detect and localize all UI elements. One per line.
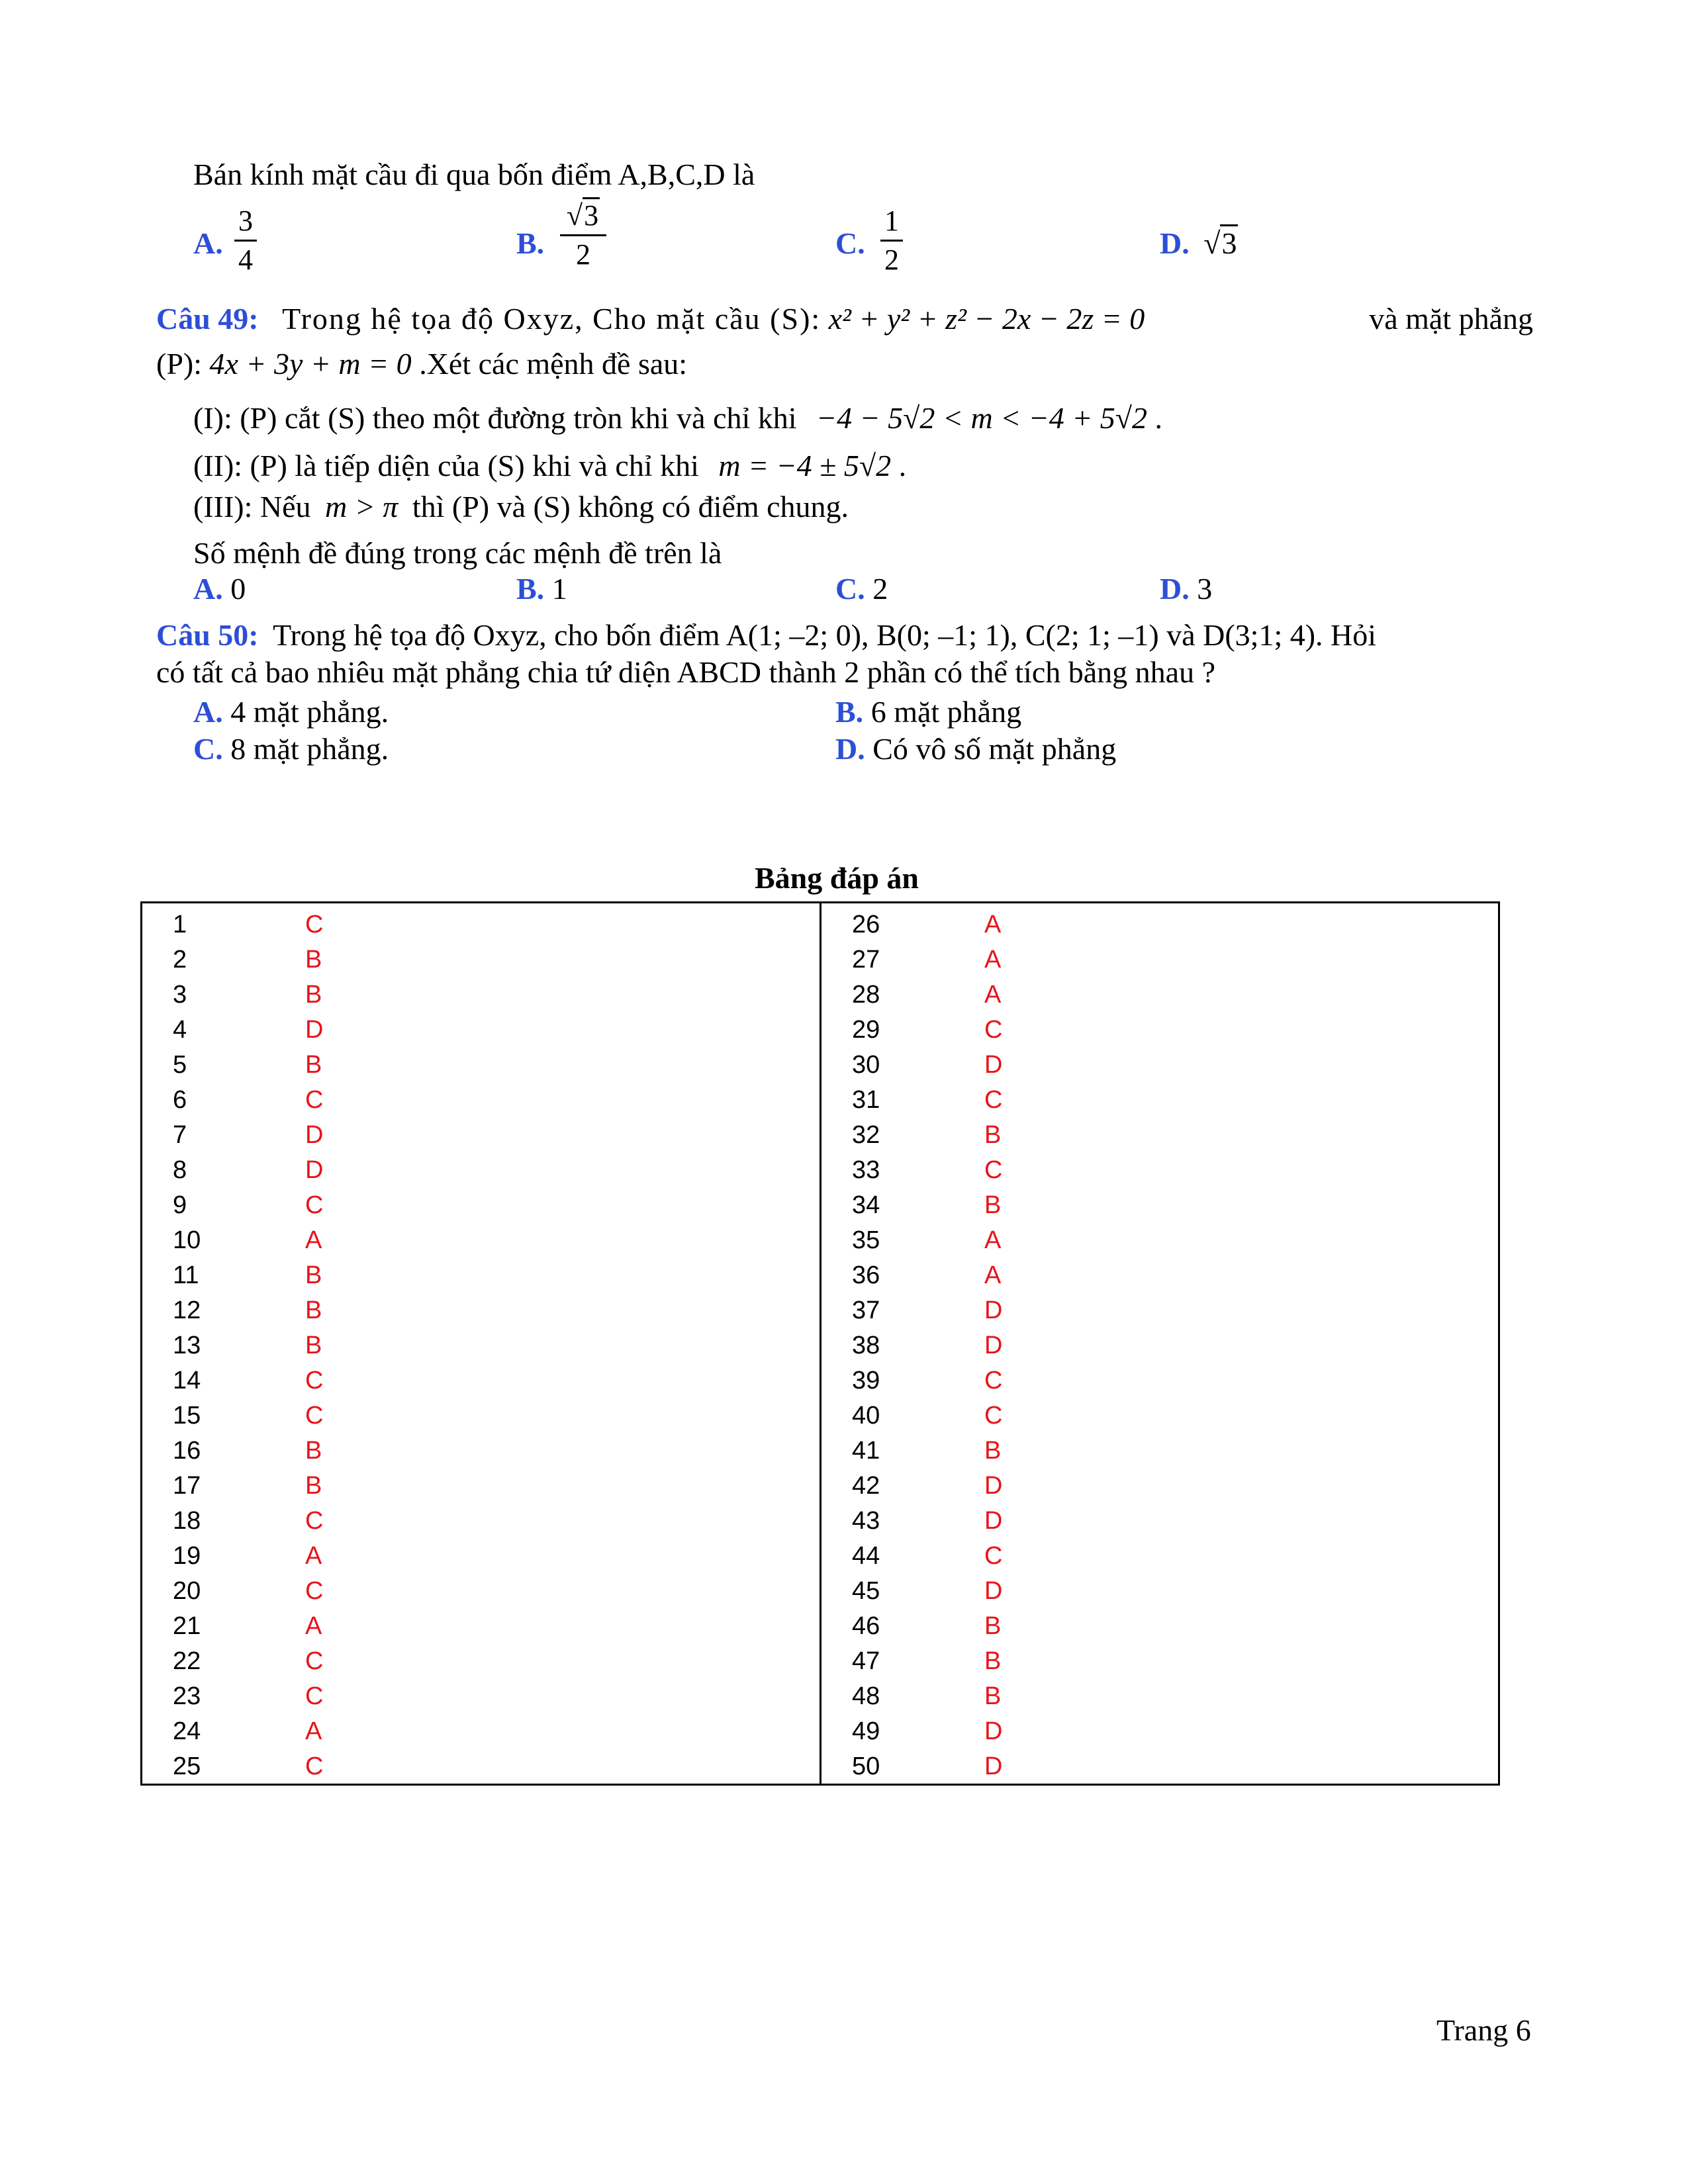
answer-letter: B bbox=[305, 1051, 322, 1079]
answer-row bbox=[852, 1539, 1487, 1574]
answer-row bbox=[852, 1048, 1487, 1083]
answer-table-divider bbox=[820, 903, 821, 1784]
q49-option-b: B. 1 bbox=[516, 572, 567, 606]
question-number: 38 bbox=[852, 1332, 880, 1359]
answer-letter: A bbox=[305, 1542, 322, 1570]
q50-option-b: B. 6 mặt phẳng bbox=[835, 695, 1022, 729]
answer-row bbox=[852, 1013, 1487, 1048]
answer-letter: D bbox=[984, 1051, 1003, 1079]
answer-letter: B bbox=[984, 1121, 1002, 1149]
answer-row bbox=[173, 1083, 808, 1118]
answer-row bbox=[852, 1504, 1487, 1539]
answer-letter: B bbox=[984, 1437, 1002, 1465]
question-number: 29 bbox=[852, 1016, 880, 1044]
answer-row bbox=[852, 1679, 1487, 1714]
q48-option-c-label: C. bbox=[835, 226, 865, 260]
question-number: 12 bbox=[173, 1297, 201, 1324]
answer-row bbox=[852, 1328, 1487, 1363]
answer-row bbox=[852, 1574, 1487, 1609]
answer-letter: C bbox=[305, 1577, 324, 1605]
question-number: 33 bbox=[852, 1156, 880, 1184]
answer-letter: B bbox=[305, 1472, 322, 1500]
answer-letter: D bbox=[984, 1717, 1003, 1745]
question-number: 28 bbox=[852, 981, 880, 1009]
answer-letter: A bbox=[984, 981, 1002, 1009]
answer-letter: C bbox=[984, 1086, 1003, 1114]
question-number: 34 bbox=[852, 1191, 880, 1219]
question-number: 42 bbox=[852, 1472, 880, 1500]
q49-option-d: D. 3 bbox=[1160, 572, 1213, 606]
q49-label: Câu 49: bbox=[156, 302, 259, 336]
question-number: 23 bbox=[173, 1682, 201, 1710]
answer-row bbox=[173, 1469, 808, 1504]
answer-letter: D bbox=[984, 1472, 1003, 1500]
answer-row bbox=[852, 1398, 1487, 1433]
question-number: 11 bbox=[173, 1261, 199, 1289]
question-number: 41 bbox=[852, 1437, 880, 1465]
answer-row bbox=[852, 1258, 1487, 1293]
answer-row bbox=[173, 1433, 808, 1469]
answer-row bbox=[852, 978, 1487, 1013]
answer-row bbox=[173, 1504, 808, 1539]
answer-letter: C bbox=[305, 1682, 324, 1710]
question-number: 7 bbox=[173, 1121, 187, 1149]
answer-row bbox=[173, 1749, 808, 1784]
q48-option-d: D. √3 bbox=[1160, 225, 1238, 262]
question-number: 15 bbox=[173, 1402, 201, 1430]
answer-row bbox=[173, 1258, 808, 1293]
answer-letter: D bbox=[305, 1156, 324, 1184]
question-number: 17 bbox=[173, 1472, 201, 1500]
answer-letter: B bbox=[305, 1332, 322, 1359]
question-number: 48 bbox=[852, 1682, 880, 1710]
question-number: 21 bbox=[173, 1612, 201, 1640]
answer-letter: D bbox=[305, 1121, 324, 1149]
answer-letter: C bbox=[984, 1016, 1003, 1044]
q49-statement-3: (III): Nếu m > π thì (P) và (S) không có điểm chung. bbox=[193, 490, 849, 523]
answer-row bbox=[173, 1153, 808, 1188]
question-number: 10 bbox=[173, 1226, 201, 1254]
answer-letter: A bbox=[984, 911, 1002, 938]
q50-option-c: C. 8 mặt phẳng. bbox=[193, 732, 389, 766]
question-number: 40 bbox=[852, 1402, 880, 1430]
answer-row bbox=[852, 1118, 1487, 1153]
answer-row bbox=[173, 1574, 808, 1609]
answer-row bbox=[173, 1714, 808, 1749]
answer-letter: B bbox=[984, 1682, 1002, 1710]
q48-stem: Bán kính mặt cầu đi qua bốn điểm A,B,C,D là bbox=[193, 158, 755, 191]
q48-option-b-fraction: √3 2 bbox=[560, 199, 606, 272]
answer-row bbox=[173, 1048, 808, 1083]
question-number: 20 bbox=[173, 1577, 201, 1605]
answer-row bbox=[852, 1749, 1487, 1784]
q49-statement-1: (I): (P) cắt (S) theo một đường tròn khi và chỉ khi −4 − 5√2 < m < −4 + 5√2 . bbox=[193, 401, 1163, 435]
q50-label: Câu 50: bbox=[156, 618, 259, 652]
q49-plane-equation: 4x + 3y + m = 0 bbox=[209, 347, 412, 381]
answer-letter: B bbox=[305, 946, 322, 974]
q49-sphere-equation: x² + y² + z² − 2x − 2z = 0 bbox=[828, 302, 1145, 336]
question-number: 22 bbox=[173, 1647, 201, 1675]
answer-letter: B bbox=[305, 1297, 322, 1324]
answer-letter: C bbox=[305, 1507, 324, 1535]
question-number: 37 bbox=[852, 1297, 880, 1324]
answer-letter: A bbox=[305, 1226, 322, 1254]
question-number: 14 bbox=[173, 1367, 201, 1394]
q49-line2: (P): 4x + 3y + m = 0 .Xét các mệnh đề sau: bbox=[156, 347, 688, 381]
question-number: 35 bbox=[852, 1226, 880, 1254]
answer-row bbox=[852, 1469, 1487, 1504]
question-number: 18 bbox=[173, 1507, 201, 1535]
answer-row bbox=[852, 1609, 1487, 1644]
answer-table bbox=[140, 901, 1500, 1786]
question-number: 49 bbox=[852, 1717, 880, 1745]
q50-line1: Câu 50: Trong hệ tọa độ Oxyz, cho bốn điểm A(1; –2; 0), B(0; –1; 1), C(2; 1; –1) và D(3;1; 4). Hỏi bbox=[156, 618, 1377, 652]
answer-letter: C bbox=[305, 1402, 324, 1430]
question-number: 9 bbox=[173, 1191, 187, 1219]
answer-letter: C bbox=[984, 1367, 1003, 1394]
q50-option-a: A. 4 mặt phẳng. bbox=[193, 695, 389, 729]
question-number: 45 bbox=[852, 1577, 880, 1605]
answer-letter: B bbox=[984, 1191, 1002, 1219]
answer-letter: D bbox=[984, 1577, 1003, 1605]
answer-row bbox=[852, 1644, 1487, 1679]
answer-row bbox=[852, 1153, 1487, 1188]
q48-option-b-label: B. bbox=[516, 226, 545, 260]
q48-option-a-label: A. bbox=[193, 226, 223, 260]
question-number: 26 bbox=[852, 911, 880, 938]
q50-line2: có tất cả bao nhiêu mặt phẳng chia tứ diện ABCD thành 2 phần có thể tích bằng nhau ? bbox=[156, 655, 1215, 689]
answer-row bbox=[173, 1609, 808, 1644]
question-number: 5 bbox=[173, 1051, 187, 1079]
answer-letter: C bbox=[984, 1542, 1003, 1570]
answer-letter: C bbox=[305, 1367, 324, 1394]
question-number: 30 bbox=[852, 1051, 880, 1079]
question-number: 47 bbox=[852, 1647, 880, 1675]
answer-row bbox=[852, 942, 1487, 978]
question-number: 50 bbox=[852, 1752, 880, 1780]
answer-letter: A bbox=[305, 1717, 322, 1745]
q49-line1: Câu 49: Trong hệ tọa độ Oxyz, Cho mặt cầu (S): x² + y² + z² − 2x − 2z = 0 và mặt phẳng bbox=[156, 302, 1533, 336]
answer-row bbox=[852, 1363, 1487, 1398]
answer-row bbox=[852, 1433, 1487, 1469]
answer-letter: D bbox=[984, 1752, 1003, 1780]
answer-row bbox=[173, 1363, 808, 1398]
q49-option-a: A. 0 bbox=[193, 572, 246, 606]
answer-letter: B bbox=[305, 1261, 322, 1289]
answer-row bbox=[173, 1328, 808, 1363]
question-number: 39 bbox=[852, 1367, 880, 1394]
answer-row bbox=[852, 1223, 1487, 1258]
answer-row bbox=[173, 1644, 808, 1679]
question-number: 46 bbox=[852, 1612, 880, 1640]
answer-letter: A bbox=[984, 946, 1002, 974]
answer-letter: C bbox=[305, 911, 324, 938]
q49-option-c: C. 2 bbox=[835, 572, 888, 606]
answer-row bbox=[852, 1714, 1487, 1749]
answer-letter: C bbox=[305, 1086, 324, 1114]
answer-row bbox=[173, 1118, 808, 1153]
answer-row bbox=[852, 1083, 1487, 1118]
page-number: Trang 6 bbox=[1436, 2013, 1531, 2047]
answer-row bbox=[173, 1188, 808, 1223]
answer-letter: B bbox=[305, 1437, 322, 1465]
q50-option-d: D. Có vô số mặt phẳng bbox=[835, 732, 1117, 766]
answer-letter: A bbox=[305, 1612, 322, 1640]
answer-letter: A bbox=[984, 1261, 1002, 1289]
answer-row bbox=[173, 1293, 808, 1328]
answer-row bbox=[173, 942, 808, 978]
answer-letter: C bbox=[305, 1191, 324, 1219]
answer-letter: C bbox=[984, 1156, 1003, 1184]
answer-letter: B bbox=[305, 981, 322, 1009]
answer-letter: B bbox=[984, 1612, 1002, 1640]
answer-row bbox=[173, 1013, 808, 1048]
question-number: 6 bbox=[173, 1086, 187, 1114]
answer-row bbox=[852, 1188, 1487, 1223]
answer-letter: D bbox=[984, 1332, 1003, 1359]
question-number: 1 bbox=[173, 911, 187, 938]
answer-letter: D bbox=[305, 1016, 324, 1044]
question-number: 43 bbox=[852, 1507, 880, 1535]
answer-letter: C bbox=[305, 1647, 324, 1675]
question-number: 8 bbox=[173, 1156, 187, 1184]
answer-letter: A bbox=[984, 1226, 1002, 1254]
q48-option-a-fraction: 3 4 bbox=[234, 204, 257, 277]
answer-row bbox=[852, 907, 1487, 942]
question-number: 31 bbox=[852, 1086, 880, 1114]
question-number: 4 bbox=[173, 1016, 187, 1044]
question-number: 16 bbox=[173, 1437, 201, 1465]
answer-row bbox=[852, 1293, 1487, 1328]
question-number: 36 bbox=[852, 1261, 880, 1289]
q48-option-c-fraction: 1 2 bbox=[880, 204, 903, 277]
question-number: 24 bbox=[173, 1717, 201, 1745]
answer-table-title: Bảng đáp án bbox=[755, 861, 919, 895]
answer-row bbox=[173, 1398, 808, 1433]
answer-column-left bbox=[173, 907, 808, 1784]
question-number: 32 bbox=[852, 1121, 880, 1149]
question-number: 13 bbox=[173, 1332, 201, 1359]
question-number: 19 bbox=[173, 1542, 201, 1570]
answer-letter: C bbox=[984, 1402, 1003, 1430]
answer-letter: B bbox=[984, 1647, 1002, 1675]
question-number: 25 bbox=[173, 1752, 201, 1780]
question-number: 27 bbox=[852, 946, 880, 974]
question-number: 44 bbox=[852, 1542, 880, 1570]
q49-question: Số mệnh đề đúng trong các mệnh đề trên là bbox=[193, 536, 722, 570]
answer-row bbox=[173, 1223, 808, 1258]
answer-letter: C bbox=[305, 1752, 324, 1780]
answer-row bbox=[173, 1679, 808, 1714]
answer-letter: D bbox=[984, 1297, 1003, 1324]
answer-row bbox=[173, 978, 808, 1013]
answer-column-right bbox=[852, 907, 1487, 1784]
answer-row bbox=[173, 1539, 808, 1574]
q49-statement-2: (II): (P) là tiếp diện của (S) khi và chỉ khi m = −4 ± 5√2 . bbox=[193, 449, 907, 482]
question-number: 3 bbox=[173, 981, 187, 1009]
answer-row bbox=[173, 907, 808, 942]
answer-letter: D bbox=[984, 1507, 1003, 1535]
question-number: 2 bbox=[173, 946, 187, 974]
